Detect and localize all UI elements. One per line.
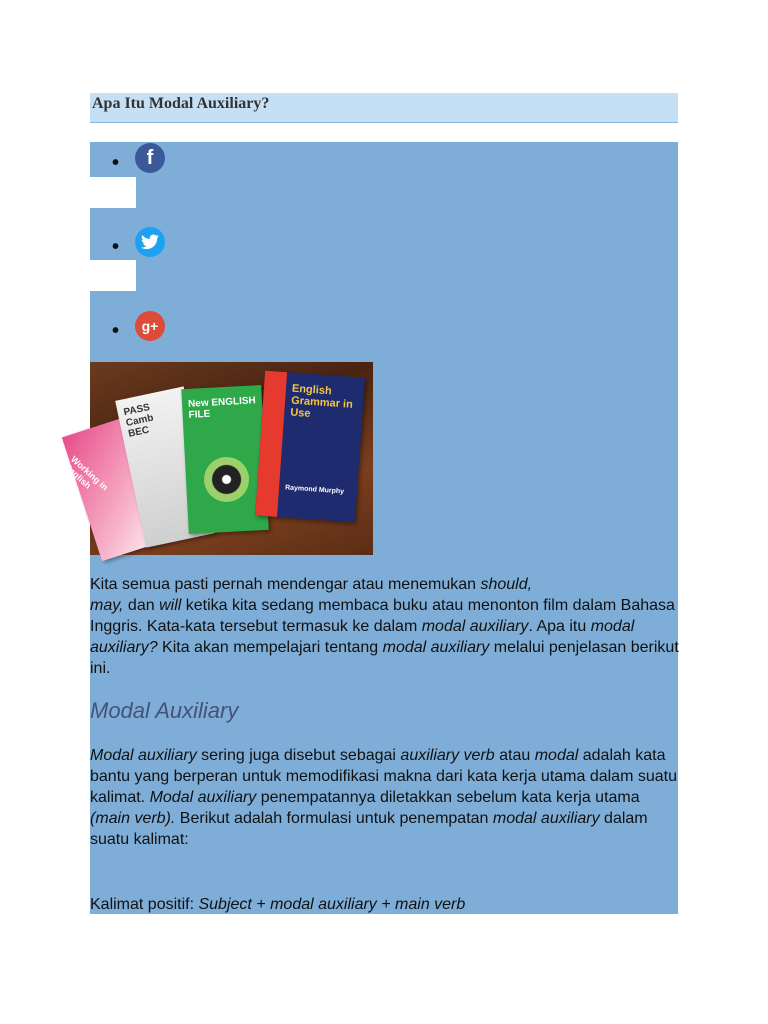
share-spacer (90, 177, 136, 208)
book-cover (255, 371, 365, 523)
text-run: melalui penjelasan berikut ini. (90, 639, 679, 677)
text-run: adalah kata bantu yang berperan untuk memodifikasi makna dari kata kerja utama dalam suatu kalimat. (90, 747, 677, 806)
text-run: modal auxiliary (421, 618, 529, 635)
text-run: atau (494, 747, 535, 764)
book-title: Working in English (62, 454, 111, 493)
page-title: Apa Itu Modal Auxiliary? (92, 95, 270, 112)
text-run: penempatannya diletakkan sebelum kata kerja utama (256, 789, 640, 806)
book-title: New ENGLISH FILE (187, 395, 257, 421)
text-run: will (159, 597, 182, 614)
text-run: auxiliary verb (400, 747, 495, 764)
article-title-bar (90, 93, 678, 123)
text-run: Kita akan mempelajari tentang (157, 639, 383, 656)
formula-value: Subject + modal auxiliary + main verb (198, 896, 466, 913)
formula-label: Kalimat positif: (90, 896, 199, 913)
text-run: modal (534, 747, 579, 764)
text-run: dalam suatu kalimat: (90, 810, 648, 848)
definition-paragraph (90, 745, 680, 850)
text-run: modal auxiliary? (90, 618, 635, 656)
text-run: Berikut adalah formulasi untuk penempatan (175, 810, 493, 827)
list-bullet: • (112, 152, 120, 174)
section-heading: Modal Auxiliary (90, 698, 239, 723)
book-title: English Grammar in Use (289, 382, 354, 420)
text-run: . Apa itu (528, 618, 591, 635)
text-run: Modal auxiliary (90, 747, 197, 764)
formula-line (90, 894, 680, 915)
text-run: (main verb). (90, 810, 176, 827)
text-run: dan (123, 597, 160, 614)
text-run: should, (480, 576, 533, 593)
books-photo (62, 362, 373, 555)
cd-disc (203, 456, 250, 503)
list-bullet: • (112, 320, 120, 342)
list-bullet: • (112, 236, 120, 258)
text-run: sering juga disebut sebagai (196, 747, 401, 764)
google-plus-icon[interactable]: g+ (135, 311, 165, 341)
facebook-icon[interactable]: f (135, 143, 165, 173)
text-run: modal auxiliary (382, 639, 490, 656)
intro-paragraph (90, 574, 680, 679)
text-run: ketika kita sedang membaca buku atau menonton film dalam Bahasa Inggris. Kata-kata tersebut termasuk ke dalam (90, 597, 675, 635)
article-body (62, 142, 679, 914)
share-spacer (90, 260, 136, 291)
book-author: Raymond Murphy (284, 484, 345, 496)
book-title: PASS Camb BEC (122, 401, 155, 440)
text-run: may, (90, 597, 124, 614)
text-run: Kita semua pasti pernah mendengar atau menemukan (90, 576, 481, 593)
text-run: Modal auxiliary (149, 789, 257, 806)
text-run: modal auxiliary (492, 810, 600, 827)
twitter-icon[interactable] (135, 227, 165, 257)
